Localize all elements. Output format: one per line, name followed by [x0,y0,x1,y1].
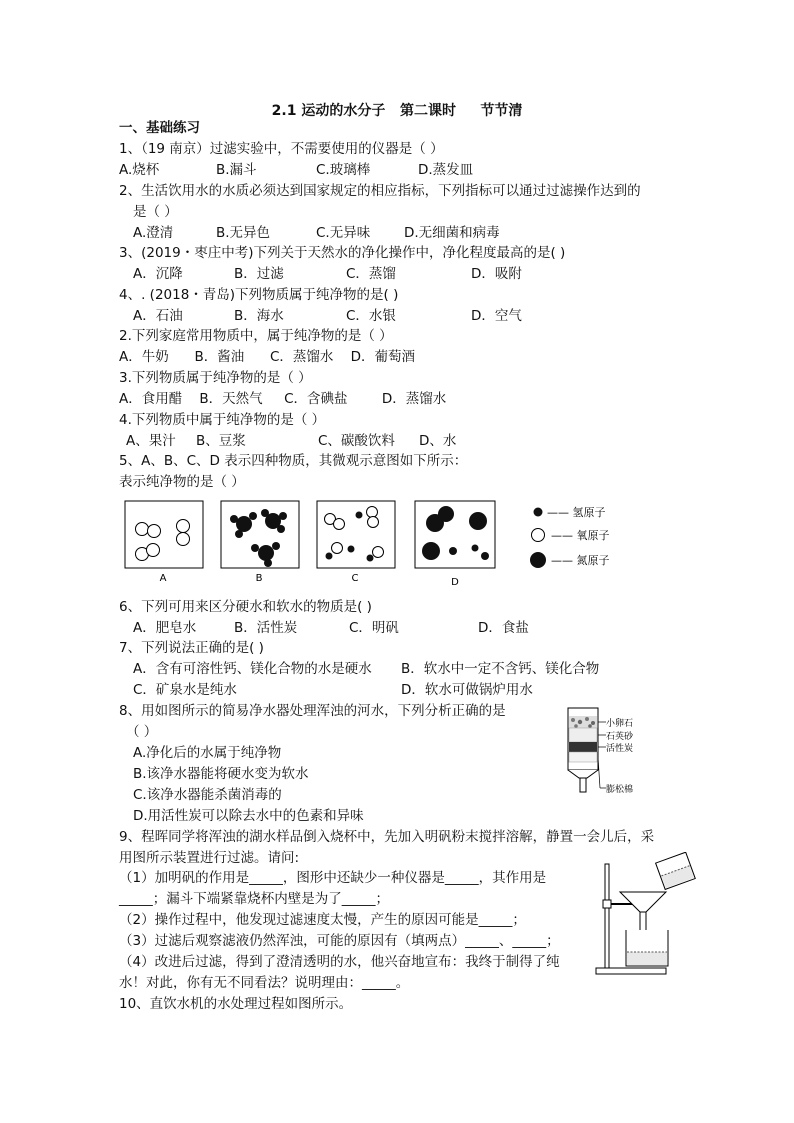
legend-hydrogen: —— 氢原子 [547,506,606,519]
nitrogen-atom-icon [530,552,546,568]
q2-option-b: B.无异色 [216,225,271,241]
box-b-label: B [255,573,263,584]
question-extra-2-options: A．牛奶 B．酱油 C．蒸馏水 D．葡萄酒 [119,349,415,365]
q1-option-d: D.蒸发皿 [418,162,474,178]
question-7-stem: 7、下列说法正确的是( ) [119,640,264,656]
q2-option-a: A.澄清 [133,225,174,241]
label-quartz-sand: 石英砂 [606,732,634,742]
q3-option-a: A．沉降 [133,266,183,282]
stand-base [596,968,666,974]
q8-option-d: D.用活性炭可以除去水中的色素和异味 [133,808,364,824]
question-9-stem-cont: 用图所示装置进行过滤。请问: [119,850,300,866]
q4d-option-d: D、水 [419,433,457,449]
q6-option-d: D．食盐 [478,620,529,636]
hydrogen-atom-icon [534,508,543,517]
q4-option-d: D．空气 [471,308,522,324]
q7-option-c: C．矿泉水是纯水 [133,682,237,698]
funnel [620,892,666,912]
q7-option-d: D．软水可做锅炉用水 [401,682,533,698]
question-4-stem: 4、. (2018・青岛)下列物质属于纯净物的是( ) [119,287,399,303]
question-2-stem: 2、生活饮用水的水质必须达到国家规定的相应指标，下列指标可以通过过滤操作达到的 [119,183,641,199]
box-c-label: C [351,573,359,584]
q4-option-b: B．海水 [234,308,284,324]
box-d-label: D [451,577,459,588]
q4d-option-c: C、碳酸饮料 [318,433,395,449]
q4-option-a: A．石油 [133,308,183,324]
question-5-stem: 5、A、B、C、D 表示四种物质，其微观示意图如下所示： [119,453,468,469]
question-9-stem: 9、程晖同学将浑浊的湖水样品倒入烧杯中，先加入明矾粉末搅拌溶解，静置一会儿后，采 [119,829,655,845]
quartz-sand-layer [569,728,597,742]
question-3-stem: 3、(2019・枣庄中考)下列关于天然水的净化操作中，净化程度最高的是( ) [119,245,566,261]
q4-option-c: C．水银 [346,308,396,324]
q3-option-d: D．吸附 [471,266,522,282]
q1-option-a: A.烧杯 [119,162,160,178]
pebble-layer [569,716,597,728]
q2-option-d: D.无细菌和病毒 [404,225,500,241]
question-8-stem-cont: （ ） [126,724,158,740]
particle-diagram [118,496,618,592]
q7-option-b: B．软水中一定不含钙、镁化合物 [401,661,600,677]
q6-option-b: B．活性炭 [234,620,298,636]
page-title: 2.1 运动的水分子 第二课时 节节清 [271,103,523,119]
label-activated-carbon: 活性炭 [606,744,634,754]
question-10-stem: 10、直饮水机的水处理过程如图所示。 [119,996,353,1012]
stand-rod [605,864,609,968]
question-9-part-1: （1）加明矾的作用是_____，图形中还缺少一种仪器是_____，其作用是 [119,870,547,886]
question-9-part-4: （4）改进后过滤，得到了澄清透明的水，他兴奋地宣布：我终于制得了纯 [119,954,560,970]
question-extra-2-stem: 2.下列家庭常用物质中，属于纯净物的是（ ） [119,328,393,344]
question-9-part-1-cont: _____；漏斗下端紧靠烧杯内壁是为了_____； [119,891,389,907]
label-cotton: 膨松棉 [606,785,634,795]
question-extra-4-stem: 4.下列物质中属于纯净物的是（ ） [119,412,326,428]
question-extra-3-options: A．食用醋 B．天然气 C．含碘盐 D．蒸馏水 [119,391,447,407]
q1-option-c: C.玻璃棒 [316,162,371,178]
question-1-stem: 1、（19 南京）过滤实验中，不需要使用的仪器是（ ） [119,141,444,157]
filtration-apparatus-figure [588,852,708,982]
q4d-option-a: A、果汁 [126,433,176,449]
beaker-bottom [626,930,668,966]
q3-option-c: C．蒸馏 [346,266,396,282]
q6-option-c: C．明矾 [349,620,399,636]
oxygen-atom-icon [532,529,545,542]
box-d [415,501,495,568]
q1-option-b: B.漏斗 [216,162,257,178]
q8-option-a: A.净化后的水属于纯净物 [133,745,282,761]
question-9-part-3: （3）过滤后观察滤液仍然浑浊，可能的原因有（填两点）_____、_____； [119,933,560,949]
q7-option-a: A．含有可溶性钙、镁化合物的水是硬水 [133,661,372,677]
water-purifier-figure [560,702,670,802]
question-5-stem-cont: 表示纯净物的是（ ） [119,474,245,490]
legend-nitrogen: —— 氮原子 [551,554,610,567]
question-extra-3-stem: 3.下列物质属于纯净物的是（ ） [119,370,312,386]
section-heading: 一、基础练习 [119,120,200,136]
activated-carbon-layer [569,742,597,752]
pouring-beaker [656,852,696,889]
box-a [125,501,203,568]
box-b [221,501,299,568]
q4d-option-b: B、豆浆 [196,433,246,449]
q2-option-c: C.无异味 [316,225,371,241]
q8-option-c: C.该净水器能杀菌消毒的 [133,787,282,803]
q8-option-b: B.该净水器能将硬水变为软水 [133,766,309,782]
question-9-part-2: （2）操作过程中，他发现过滤速度太慢，产生的原因可能是_____； [119,912,526,928]
question-9-part-4-cont: 水！对此，你有无不同看法？说明理由：_____。 [119,975,410,991]
question-6-stem: 6、下列可用来区分硬水和软水的物质是( ) [119,599,372,615]
q6-option-a: A．肥皂水 [133,620,197,636]
question-8-stem: 8、用如图所示的简易净水器处理浑浊的河水，下列分析正确的是 [119,703,506,719]
legend-oxygen: —— 氧原子 [551,529,610,542]
question-2-stem-cont: 是（ ） [133,204,178,220]
cotton-layer [569,752,597,762]
q3-option-b: B．过滤 [234,266,284,282]
label-pebbles: 小卵石 [606,719,634,729]
box-c [317,501,395,568]
box-a-label: A [159,573,167,584]
